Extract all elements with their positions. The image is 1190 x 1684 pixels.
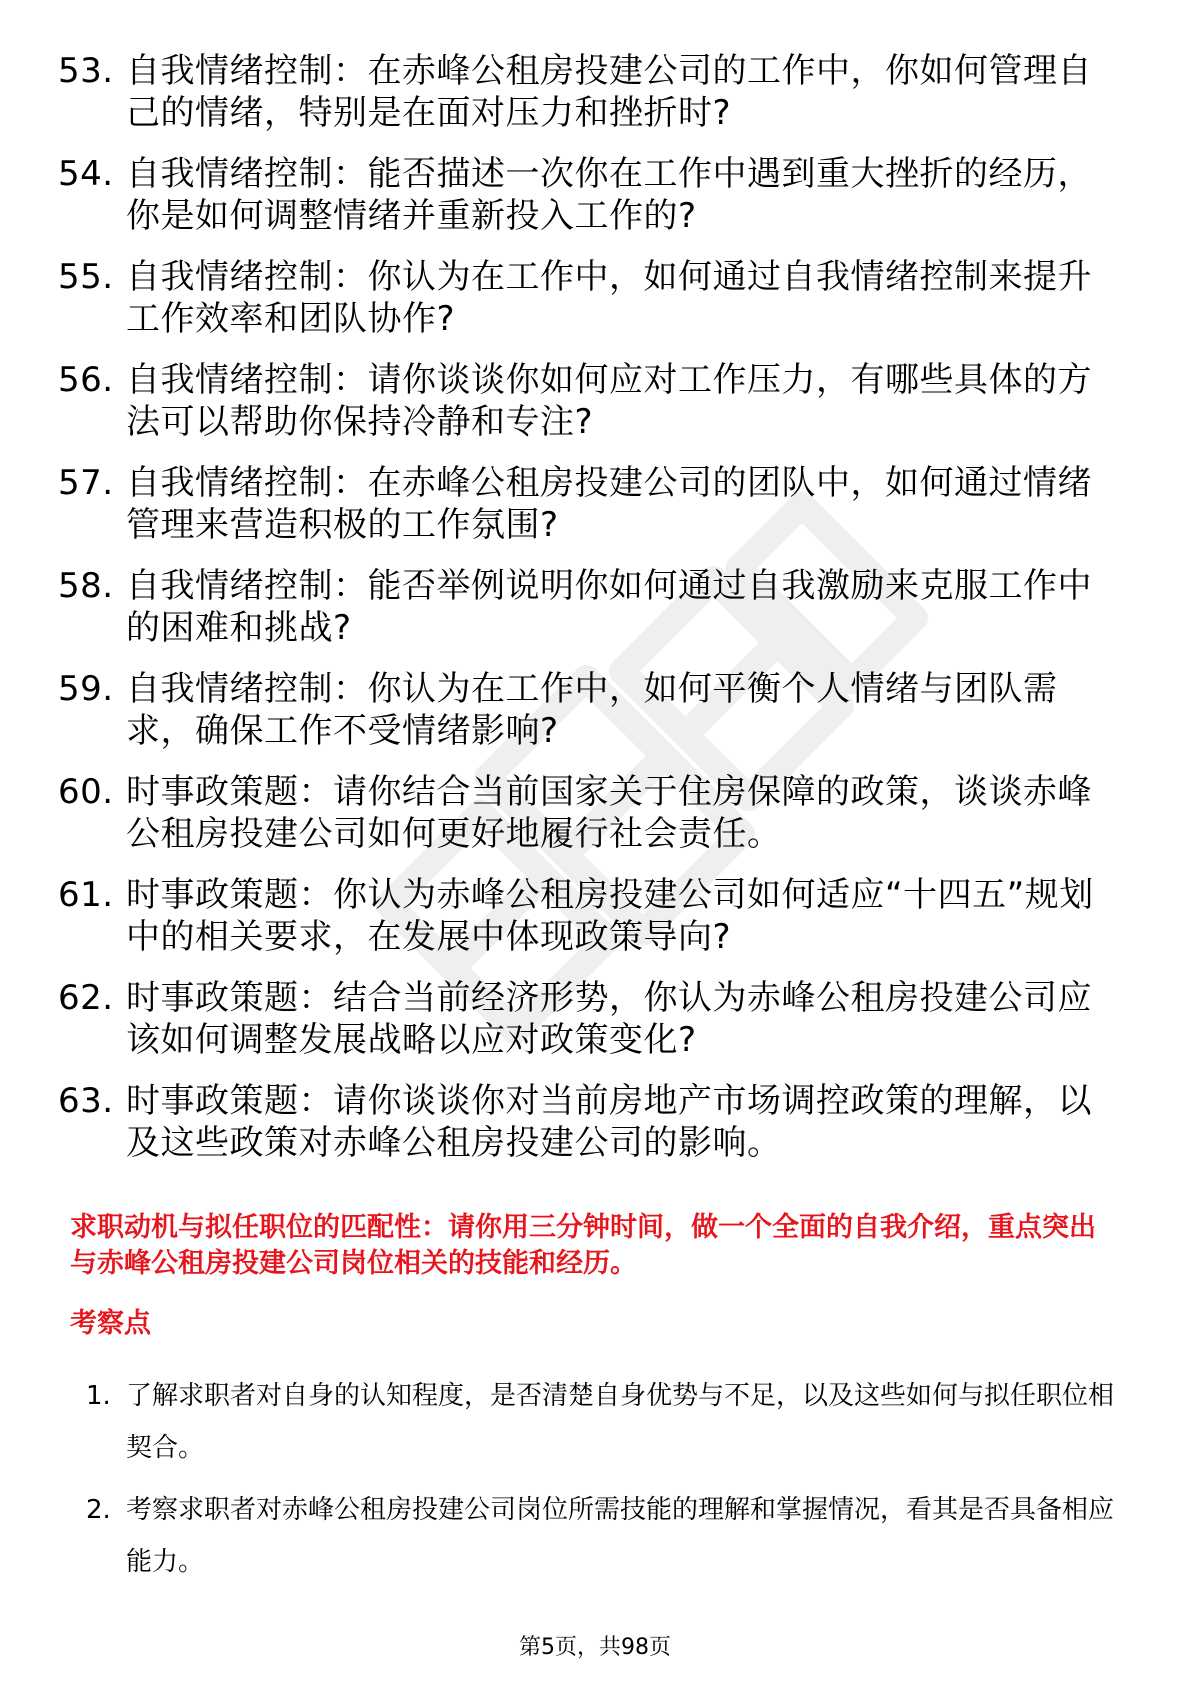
- list-item-number: 1.: [86, 1381, 111, 1411]
- page-footer: 第5页，共98页: [519, 1635, 671, 1660]
- question-number: 61.: [58, 875, 114, 915]
- question-item: [58, 977, 1118, 1061]
- section-heading-kaochadian: 考察点: [70, 1308, 151, 1339]
- question-number: 62.: [58, 978, 114, 1018]
- question-text: 自我情绪控制：在赤峰公租房投建公司的工作中，你如何管理自己的情绪，特别是在面对压力和挫折时?: [126, 51, 1092, 133]
- question-text: 自我情绪控制：请你谈谈你如何应对工作压力，有哪些具体的方法可以帮助你保持冷静和专注?: [126, 360, 1092, 442]
- question-text: 时事政策题：你认为赤峰公租房投建公司如何适应“十四五”规划中的相关要求，在发展中体现政策导向?: [126, 875, 1094, 957]
- question-text: 时事政策题：结合当前经济形势，你认为赤峰公租房投建公司应该如何调整发展战略以应对政策变化?: [126, 978, 1092, 1060]
- question-item: [58, 153, 1118, 237]
- question-text: 自我情绪控制：能否描述一次你在工作中遇到重大挫折的经历，你是如何调整情绪并重新投入工作的?: [126, 154, 1092, 236]
- question-item: [58, 668, 1118, 752]
- question-item: [58, 874, 1118, 958]
- question-number: 57.: [58, 463, 114, 503]
- question-number: 55.: [58, 257, 114, 297]
- question-number: 60.: [58, 772, 114, 812]
- list-item: [86, 1370, 1126, 1474]
- question-text: 时事政策题：请你谈谈你对当前房地产市场调控政策的理解，以及这些政策对赤峰公租房投建公司的影响。: [126, 1081, 1092, 1163]
- question-number: 56.: [58, 360, 114, 400]
- highlight-question: 求职动机与拟任职位的匹配性：请你用三分钟时间，做一个全面的自我介绍，重点突出与赤峰公租房投建公司岗位相关的技能和经历。: [70, 1212, 1096, 1279]
- question-number: 59.: [58, 669, 114, 709]
- question-item: [58, 771, 1118, 855]
- question-number: 54.: [58, 154, 114, 194]
- question-text: 时事政策题：请你结合当前国家关于住房保障的政策，谈谈赤峰公租房投建公司如何更好地履行社会责任。: [126, 772, 1092, 854]
- question-text: 自我情绪控制：你认为在工作中，如何通过自我情绪控制来提升工作效率和团队协作?: [126, 257, 1092, 339]
- question-text: 自我情绪控制：你认为在工作中，如何平衡个人情绪与团队需求，确保工作不受情绪影响?: [126, 669, 1058, 751]
- question-text: 自我情绪控制：在赤峰公租房投建公司的团队中，如何通过情绪管理来营造积极的工作氛围?: [126, 463, 1092, 545]
- question-item: [58, 462, 1118, 546]
- list-item-number: 2.: [86, 1495, 111, 1525]
- question-item: [58, 565, 1118, 649]
- list-item-text: 了解求职者对自身的认知程度，是否清楚自身优势与不足，以及这些如何与拟任职位相契合。: [126, 1381, 1115, 1463]
- question-number: 63.: [58, 1081, 114, 1121]
- question-item: [58, 1080, 1118, 1164]
- question-number: 53.: [58, 51, 114, 91]
- question-item: [58, 256, 1118, 340]
- question-item: [58, 50, 1118, 134]
- question-item: [58, 359, 1118, 443]
- question-list: [58, 50, 1118, 1183]
- list-item: [86, 1484, 1126, 1588]
- question-number: 58.: [58, 566, 114, 606]
- list-item-text: 考察求职者对赤峰公租房投建公司岗位所需技能的理解和掌握情况，看其是否具备相应能力。: [126, 1495, 1115, 1577]
- kaochadian-list: [86, 1370, 1126, 1598]
- question-text: 自我情绪控制：能否举例说明你如何通过自我激励来克服工作中的困难和挑战?: [126, 566, 1092, 648]
